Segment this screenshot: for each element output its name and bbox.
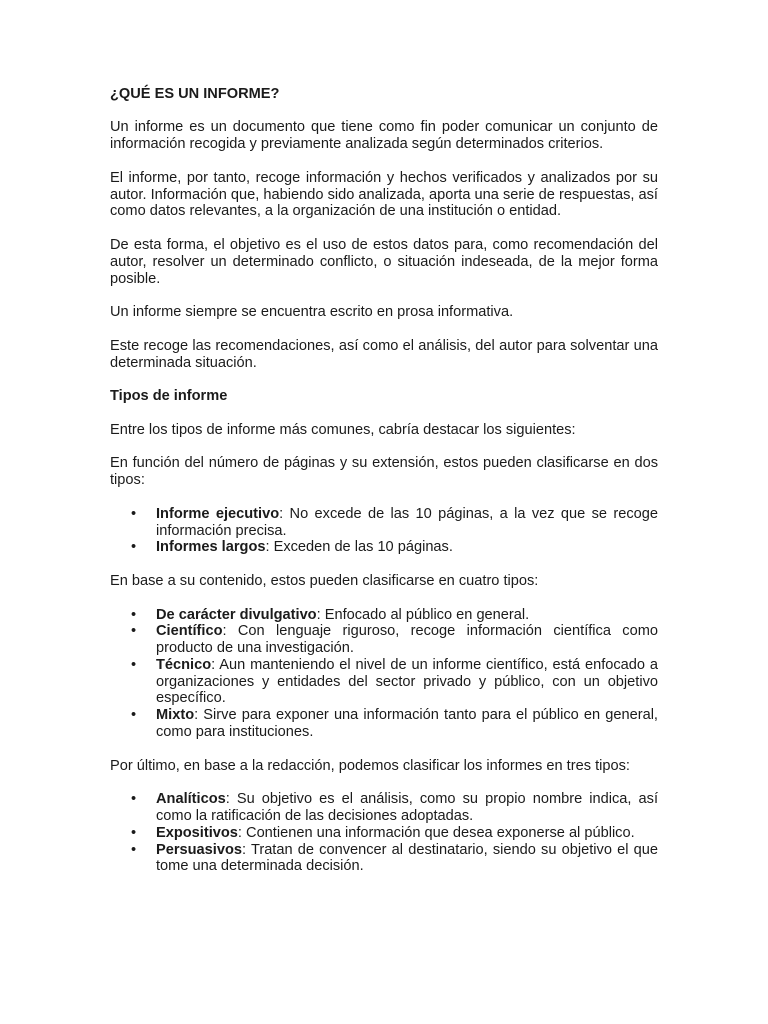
list-item-desc: : Su objetivo es el análisis, como su propio nombre indica, así como la ratificación de las decisiones adoptadas.	[156, 791, 658, 825]
list-item-desc: : No excede de las 10 páginas, a la vez que se recoge información precisa.	[156, 505, 658, 539]
list-item-term: Mixto	[156, 707, 195, 724]
list-item-desc: : Exceden de las 10 páginas.	[265, 539, 453, 556]
list-item	[110, 506, 658, 540]
list-item	[110, 657, 658, 707]
list-item-term: Técnico	[156, 656, 212, 673]
list-item-desc: : Tratan de convencer al destinatario, siendo su objetivo el que tome una determinada decisión.	[156, 841, 658, 875]
list-item-desc: : Aun manteniendo el nivel de un informe científico, está enfocado a organizaciones y entidades del sector privado y público, con un objetivo específico.	[156, 656, 658, 707]
list-writing-types	[110, 791, 658, 875]
list-item-term: Expositivos	[156, 824, 238, 841]
list-item-term: Informes largos	[156, 539, 266, 556]
list-item	[110, 607, 658, 624]
document-title: ¿QUÉ ES UN INFORME?	[110, 86, 280, 102]
group-intro-writing: Por último, en base a la redacción, podemos clasificar los informes en tres tipos:	[110, 757, 630, 774]
list-item-term: De carácter divulgativo	[156, 606, 317, 623]
section-heading: Tipos de informe	[110, 388, 228, 405]
paragraph: Este recoge las recomendaciones, así como el análisis, del autor para solventar una determinada situación.	[110, 337, 658, 371]
list-item-desc: : Sirve para exponer una información tanto para el público en general, como para instituciones.	[156, 707, 658, 741]
list-item-term: Analíticos	[156, 791, 226, 808]
list-item	[110, 623, 658, 657]
paragraph: De esta forma, el objetivo es el uso de estos datos para, como recomendación del autor, resolver un determinado conflicto, o situación indeseada, de la mejor forma posible.	[110, 236, 658, 287]
list-item-desc: : Enfocado al público en general.	[316, 606, 530, 623]
list-item	[110, 842, 658, 876]
paragraph: Un informe siempre se encuentra escrito en prosa informativa.	[110, 304, 514, 321]
section-intro: Entre los tipos de informe más comunes, cabría destacar los siguientes:	[110, 421, 576, 438]
paragraph: El informe, por tanto, recoge información y hechos verificados y analizados por su autor. Información que, habiendo sido analizada, aporta una serie de respuestas, así como datos relevantes, a la organización de una institución o entidad.	[110, 169, 658, 220]
paragraph: Un informe es un documento que tiene como fin poder comunicar un conjunto de información recogida y previamente analizada según determinados criterios.	[110, 119, 658, 153]
group-intro-extension: En función del número de páginas y su extensión, estos pueden clasificarse en dos tipos:	[110, 455, 658, 489]
list-item-desc: : Con lenguaje riguroso, recoge información científica como producto de una investigación.	[156, 623, 658, 657]
group-intro-content: En base a su contenido, estos pueden clasificarse en cuatro tipos:	[110, 572, 539, 589]
list-item-term: Científico	[156, 623, 223, 640]
list-item	[110, 825, 658, 842]
list-item-term: Informe ejecutivo	[156, 505, 280, 522]
list-item	[110, 707, 658, 741]
list-item-term: Persuasivos	[156, 841, 242, 858]
list-item	[110, 791, 658, 825]
list-extension-types	[110, 506, 658, 556]
list-item-desc: : Contienen una información que desea exponerse al público.	[237, 824, 635, 841]
list-item	[110, 539, 658, 556]
list-content-types	[110, 607, 658, 741]
